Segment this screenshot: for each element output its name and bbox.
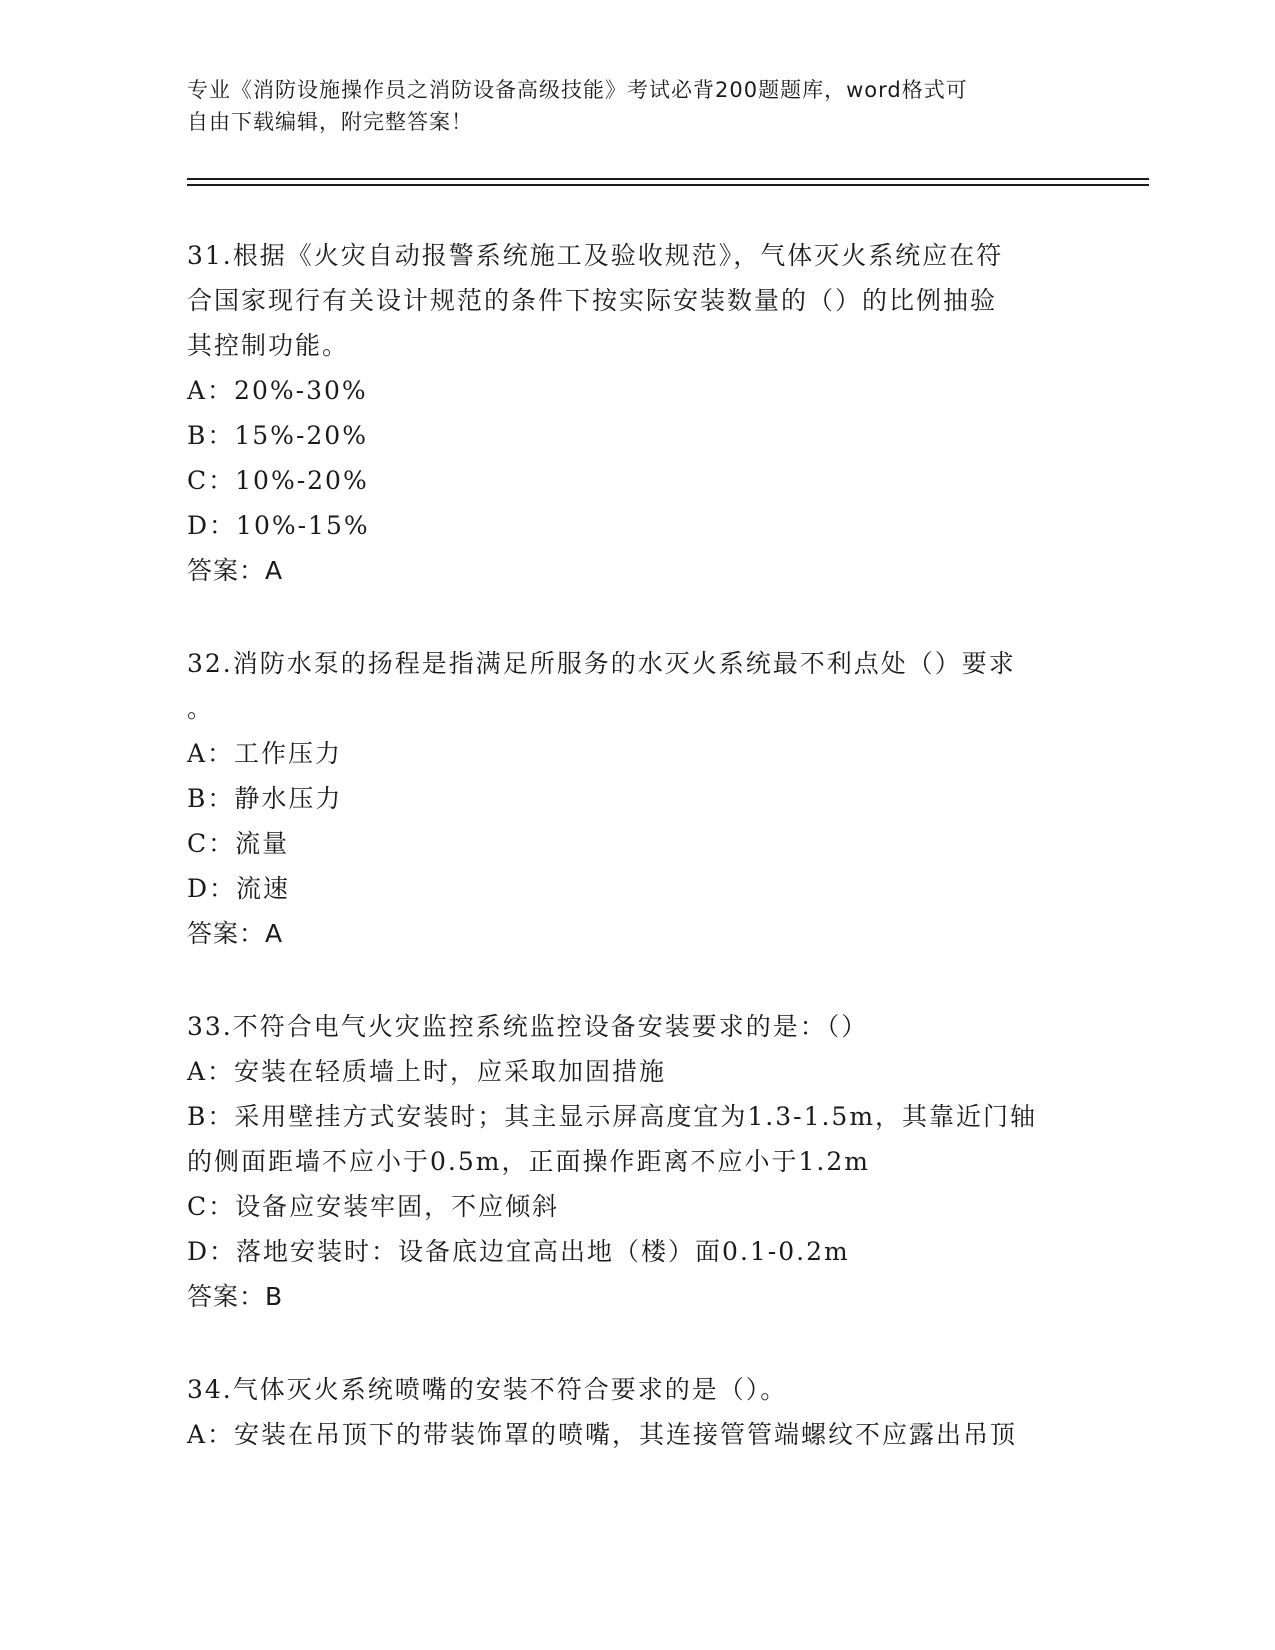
header-divider-bottom (187, 184, 1149, 186)
header-divider-top (187, 178, 1149, 180)
answer-line: 答案：A (187, 556, 284, 585)
header-line-2: 自由下载编辑，附完整答案！ (187, 110, 473, 134)
header-line-1: 专业《消防设施操作员之消防设备高级技能》考试必背200题题库，word格式可 (187, 78, 968, 102)
question-stem-line: 其控制功能。 (187, 331, 350, 360)
option-c: C：设备应安装牢固，不应倾斜 (187, 1192, 560, 1221)
question-stem-line: 。 (187, 694, 215, 723)
option-d: D：10%-15% (187, 511, 370, 540)
option-c: C：10%-20% (187, 466, 369, 495)
option-a: A：安装在吊顶下的带装饰罩的喷嘴，其连接管管端螺纹不应露出吊顶 (187, 1420, 1018, 1449)
question-stem-line: 32.消防水泵的扬程是指满足所服务的水灭火系统最不利点处（）要求 (187, 649, 1016, 678)
question-stem-line: 合国家现行有关设计规范的条件下按实际安装数量的（）的比例抽验 (187, 286, 998, 315)
question-34 (187, 1367, 1067, 1457)
document-header (187, 74, 1087, 138)
answer-line: 答案：B (187, 1282, 284, 1311)
option-a: A：工作压力 (187, 739, 343, 768)
option-b: B：15%-20% (187, 421, 368, 450)
question-stem-line: 33.不符合电气火灾监控系统监控设备安装要求的是：（） (187, 1012, 869, 1041)
question-stem-line: 31.根据《火灾自动报警系统施工及验收规范》，气体灭火系统应在符 (187, 241, 1004, 270)
answer-line: 答案：A (187, 919, 284, 948)
option-d: D：流速 (187, 874, 291, 903)
option-a: A：20%-30% (187, 376, 368, 405)
option-b-continued: 的侧面距墙不应小于0.5m，正面操作距离不应小于1.2m (187, 1147, 870, 1176)
option-b: B：静水压力 (187, 784, 343, 813)
question-stem-line: 34.气体灭火系统喷嘴的安装不符合要求的是（）。 (187, 1375, 788, 1404)
question-32 (187, 641, 1067, 956)
option-c: C：流量 (187, 829, 290, 858)
option-b: B：采用壁挂方式安装时；其主显示屏高度宜为1.3-1.5m，其靠近门轴 (187, 1102, 1038, 1131)
question-31 (187, 233, 1067, 593)
option-d: D：落地安装时：设备底边宜高出地（楼）面0.1-0.2m (187, 1237, 850, 1266)
option-a: A：安装在轻质墙上时，应采取加固措施 (187, 1057, 667, 1086)
question-33 (187, 1004, 1067, 1319)
